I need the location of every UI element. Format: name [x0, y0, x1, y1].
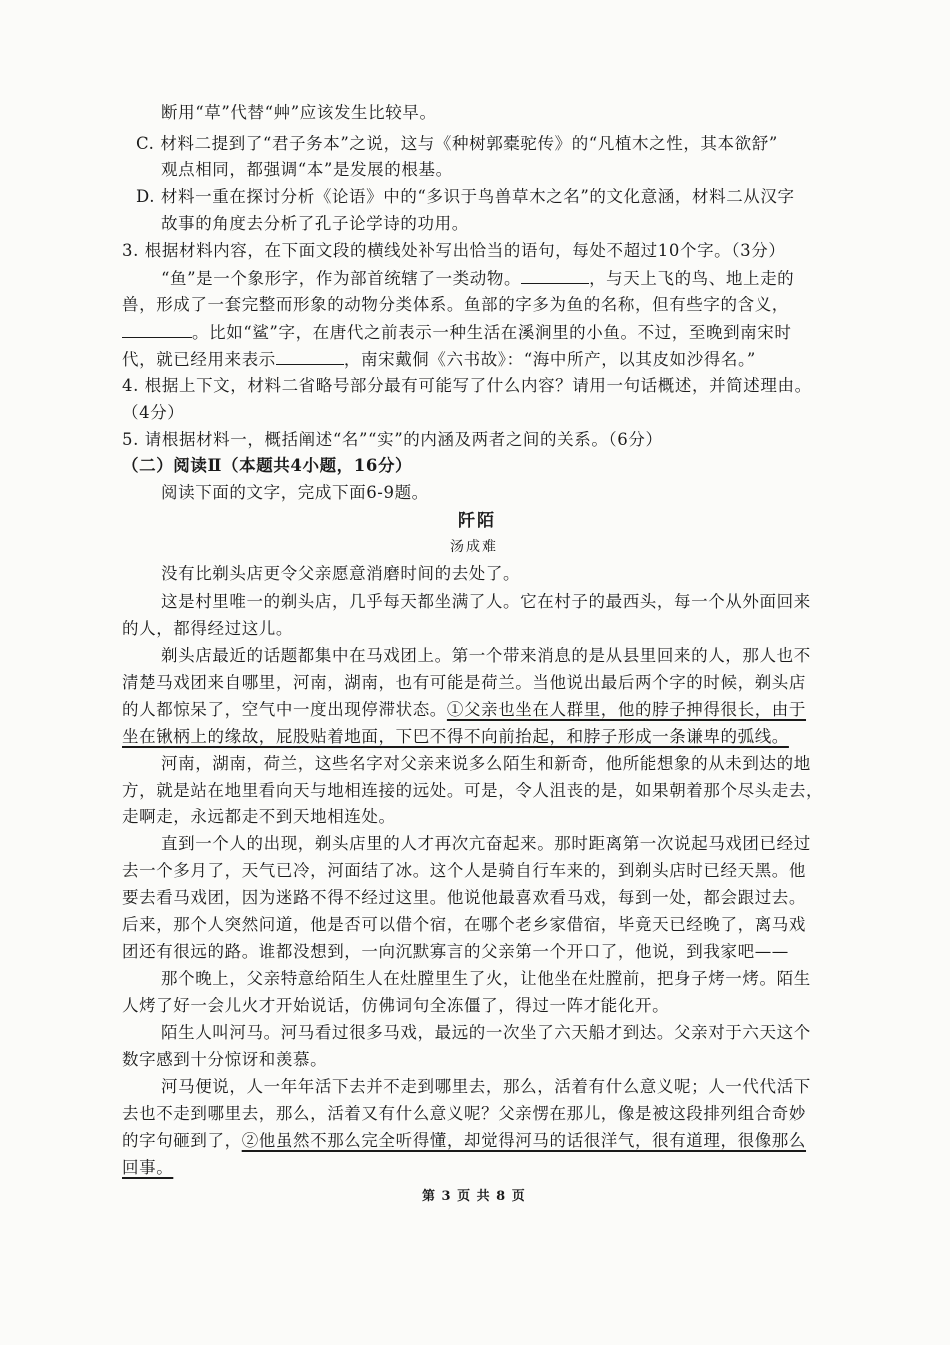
page-number: 第 3 页 共 8 页	[422, 1189, 526, 1204]
paragraph-8-line3	[122, 1128, 806, 1154]
paragraph-8-line1: 河马便说，人一年年活下去并不走到哪里去，那么，活着有什么意义呢；人一代代活下	[161, 1077, 811, 1096]
option-d-line1: D. 材料一重在探讨分析《论语》中的“多识于鸟兽草木之名”的文化意涵，材料二从汉字	[136, 187, 795, 206]
p3-line3-plain: 的人都惊呆了，空气中一度出现停滞状态。	[122, 700, 447, 719]
paragraph-5-line4: 后来，那个人突然问道，他是否可以借个宿，在哪个老乡家借宿，毕竟天已经晚了，离马戏	[122, 915, 806, 934]
q3-passage-line2: 兽，形成了一套完整而形象的动物分类体系。鱼部的字多为鱼的名称，但有些字的含义，	[122, 295, 789, 314]
paragraph-6-line1: 那个晚上，父亲特意给陌生人在灶膛里生了火，让他坐在灶膛前，把身子烤一烤。陌生	[161, 969, 811, 988]
paragraph-4-line1: 河南，湖南，荷兰，这些名字对父亲来说多么陌生和新奇，他所能想象的从未到达的地	[161, 754, 811, 773]
paragraph-5-line5: 团还有很远的路。谁都没想到，一向沉默寡言的父亲第一个开口了，他说，到我家吧——	[122, 942, 789, 961]
section-2-heading: （二）阅读Ⅱ（本题共4小题，16分）	[122, 456, 413, 475]
option-c-line1: C. 材料二提到了“君子务本”之说，这与《种树郭橐驼传》的“凡植木之性，其本欲舒”	[136, 134, 778, 153]
article-author: 汤成难	[450, 539, 498, 555]
paragraph-7-line2: 数字感到十分惊讶和羡慕。	[122, 1050, 328, 1069]
paragraph-3-line1: 剃头店最近的话题都集中在马戏团上。第一个带来消息的是从县里回来的人，那人也不	[161, 646, 811, 665]
q3-passage-line4	[122, 346, 756, 373]
q3-passage-line3	[122, 319, 791, 346]
underlined-sentence-1-part1: ①父亲也坐在人群里，他的脖子抻得很长，由于	[446, 700, 807, 719]
paragraph-5-line1: 直到一个人的出现，剃头店里的人才再次亢奋起来。那时距离第一次说起马戏团已经过	[161, 834, 811, 853]
paragraph-2-line2: 的人，都得经过这儿。	[122, 619, 293, 638]
q3-l4b: ，南宋戴侗《六书故》：“海中所产，以其皮如沙得名。”	[343, 350, 756, 369]
article-title: 阡陌	[458, 511, 496, 531]
paragraph-8-line2: 去也不走到哪里去，那么，活着又有什么意义呢？父亲愣在那儿，像是被这段排列组合奇妙	[122, 1104, 806, 1123]
q3-l3b: 。比如“鲨”字，在唐代之前表示一种生活在溪涧里的小鱼。不过，至晚到南宋时	[192, 323, 792, 342]
q3-l1b: ，与天上飞的鸟、地上走的	[589, 269, 795, 288]
question-4-stem: 4. 根据上下文，材料二省略号部分最有可能写了什么内容？请用一句话概述，并简述理由。	[122, 376, 812, 395]
underlined-sentence-1-part2: 坐在锹柄上的缘故，屁股贴着地面，下巴不得不向前抬起，和脖子形成一条谦卑的弧线。	[122, 727, 789, 746]
q3-l4a: 代，就已经用来表示	[122, 350, 276, 369]
paragraph-5-line3: 要去看马戏团，因为迷路不得不经过这里。他说他最喜欢看马戏，每到一处，都会跟过去。	[122, 888, 806, 907]
paragraph-4-line2: 方，就是站在地里看向天与地相连接的远处。可是，令人沮丧的是，如果朝着那个尽头走去，	[122, 781, 824, 800]
underlined-sentence-2-part2: 回事。	[122, 1158, 174, 1177]
question-3-stem: 3. 根据材料内容，在下面文段的横线处补写出恰当的语句，每处不超过10个字。（3分）	[122, 241, 786, 260]
paragraph-6-line2: 人烤了好一会儿火才开始说话，仿佛词句全冻僵了，得过一阵才能化开。	[122, 996, 670, 1015]
question-5-stem: 5. 请根据材料一，概括阐述“名”“实”的内涵及两者之间的关系。（6分）	[122, 430, 663, 449]
p8-line3-plain: 的字句砸到了，	[122, 1131, 242, 1150]
question-4-score: （4分）	[122, 403, 185, 422]
q3-passage-line1	[161, 265, 794, 292]
paragraph-1: 没有比剃头店更令父亲愿意消磨时间的去处了。	[161, 564, 521, 583]
option-d-line2: 故事的角度去分析了孔子论学诗的功用。	[161, 214, 469, 233]
q3-l1a: “鱼”是一个象形字，作为部首统辖了一类动物。	[161, 269, 522, 288]
answer-blank-2[interactable]	[122, 319, 192, 338]
paragraph-3-line3	[122, 697, 806, 723]
option-c-line2: 观点相同，都强调“本”是发展的根基。	[161, 160, 453, 179]
answer-blank-1[interactable]	[521, 265, 589, 284]
paragraph-7-line1: 陌生人叫河马。河马看过很多马戏，最远的一次坐了六天船才到达。父亲对于六天这个	[161, 1023, 811, 1042]
answer-blank-3[interactable]	[276, 346, 344, 365]
paragraph-3-line2: 清楚马戏团来自哪里，河南，湖南，也有可能是荷兰。当他说出最后两个字的时候，剃头店	[122, 673, 806, 692]
paragraph-4-line3: 走啊走，永远都走不到天地相连处。	[122, 807, 396, 826]
section-2-instruction: 阅读下面的文字，完成下面6-9题。	[161, 483, 429, 502]
paragraph-2-line1: 这是村里唯一的剃头店，几乎每天都坐满了人。它在村子的最西头，每一个从外面回来	[161, 592, 811, 611]
option-b-end: 断用“草”代替“艸”应该发生比较早。	[161, 103, 437, 122]
paragraph-5-line2: 去一个多月了，天气已冷，河面结了冰。这个人是骑自行车来的，到剃头店时已经天黑。他	[122, 861, 806, 880]
underlined-sentence-2-part1: ②他虽然不那么完全听得懂，却觉得河马的话很洋气，很有道理，很像那么	[241, 1131, 807, 1150]
